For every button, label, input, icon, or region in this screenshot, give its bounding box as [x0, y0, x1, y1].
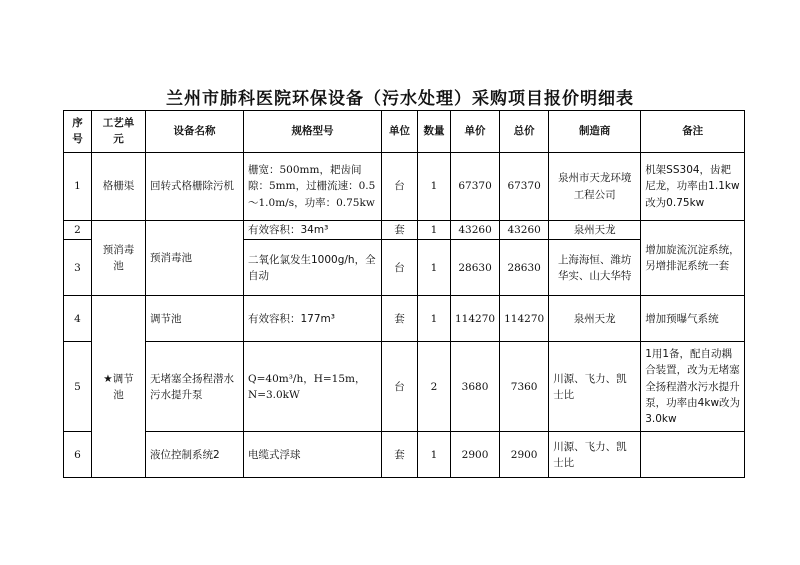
row-price: 43260 [451, 221, 500, 240]
row-unit: 套 [382, 296, 418, 342]
row-total: 7360 [500, 342, 549, 432]
row-total: 28630 [500, 240, 549, 296]
row-maker: 泉州市天龙环境工程公司 [549, 153, 641, 221]
page-title: 兰州市肺科医院环保设备（污水处理）采购项目报价明细表 [166, 89, 634, 109]
header-unit-process: 工艺单元 [92, 111, 146, 153]
row-price: 67370 [451, 153, 500, 221]
header-price: 单价 [451, 111, 500, 153]
row-total: 114270 [500, 296, 549, 342]
header-row [64, 111, 745, 153]
row-remark: 1用1备，配自动耦合装置，改为无堵塞全扬程潜水污水提升泵，功率由4kw改为3.0kw [641, 342, 745, 432]
row-spec: 有效容积：177m³ [244, 296, 382, 342]
table-row [64, 432, 745, 478]
row-equipment: 无堵塞全扬程潜水污水提升泵 [146, 342, 244, 432]
row-price: 3680 [451, 342, 500, 432]
header-qty: 数量 [418, 111, 451, 153]
row-unit: 台 [382, 240, 418, 296]
row-equipment: 回转式格栅除污机 [146, 153, 244, 221]
row-spec: 栅宽：500mm，耙齿间隙：5mm，过栅流速：0.5～1.0m/s，功率：0.75kw [244, 153, 382, 221]
row-remark: 增加预曝气系统 [641, 296, 745, 342]
row-equipment: 调节池 [146, 296, 244, 342]
row-remark: 机架SS304，齿耙尼龙，功率由1.1kw改为0.75kw [641, 153, 745, 221]
row-unit-process: 格栅渠 [92, 153, 146, 221]
row-index: 1 [64, 153, 92, 221]
row-remark: 增加旋流沉淀系统，另增排泥系统一套 [641, 221, 745, 296]
row-total: 43260 [500, 221, 549, 240]
row-index: 3 [64, 240, 92, 296]
row-index: 4 [64, 296, 92, 342]
quotation-table [63, 110, 745, 478]
row-price: 114270 [451, 296, 500, 342]
row-qty: 2 [418, 342, 451, 432]
row-maker: 川源、飞力、凯士比 [549, 432, 641, 478]
row-price: 28630 [451, 240, 500, 296]
table-row [64, 221, 745, 240]
row-price: 2900 [451, 432, 500, 478]
table-row [64, 342, 745, 432]
row-total: 67370 [500, 153, 549, 221]
row-qty: 1 [418, 240, 451, 296]
row-spec: 二氧化氯发生1000g/h，全自动 [244, 240, 382, 296]
table-row [64, 153, 745, 221]
row-maker: 川源、飞力、凯士比 [549, 342, 641, 432]
row-remark [641, 432, 745, 478]
row-qty: 1 [418, 221, 451, 240]
header-remark: 备注 [641, 111, 745, 153]
header-unit: 单位 [382, 111, 418, 153]
row-qty: 1 [418, 432, 451, 478]
row-equipment: 液位控制系统2 [146, 432, 244, 478]
row-total: 2900 [500, 432, 549, 478]
row-unit: 台 [382, 153, 418, 221]
row-spec: Q=40m³/h，H=15m，N=3.0kW [244, 342, 382, 432]
row-spec: 电缆式浮球 [244, 432, 382, 478]
row-unit: 套 [382, 432, 418, 478]
row-maker: 上海海恒、潍坊华实、山大华特 [549, 240, 641, 296]
row-qty: 1 [418, 153, 451, 221]
row-maker: 泉州天龙 [549, 296, 641, 342]
row-spec: 有效容积：34m³ [244, 221, 382, 240]
row-unit-process: ★调节池 [92, 296, 146, 478]
header-maker: 制造商 [549, 111, 641, 153]
row-qty: 1 [418, 296, 451, 342]
row-maker: 泉州天龙 [549, 221, 641, 240]
row-index: 5 [64, 342, 92, 432]
header-total: 总价 [500, 111, 549, 153]
table-row [64, 296, 745, 342]
row-index: 6 [64, 432, 92, 478]
row-equipment: 预消毒池 [146, 221, 244, 296]
row-index: 2 [64, 221, 92, 240]
header-index: 序号 [64, 111, 92, 153]
row-unit: 套 [382, 221, 418, 240]
row-unit: 台 [382, 342, 418, 432]
header-spec: 规格型号 [244, 111, 382, 153]
row-unit-process: 预消毒池 [92, 221, 146, 296]
header-equipment: 设备名称 [146, 111, 244, 153]
